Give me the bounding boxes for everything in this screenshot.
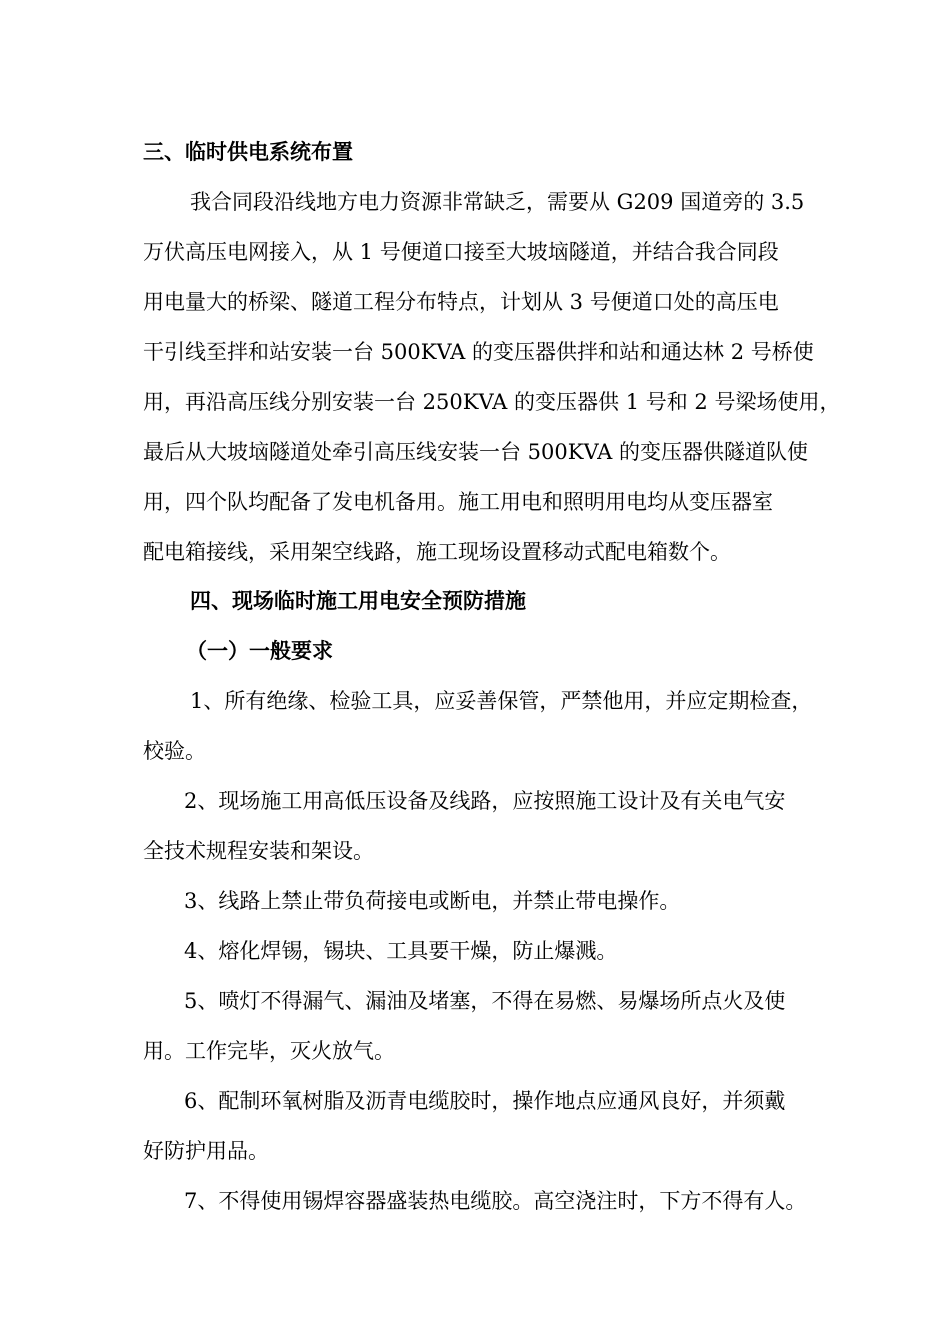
paragraph-line: 万伏高压电网接入，从 1 号便道口接至大坡垴隧道，并结合我合同段 [143,240,779,264]
list-item-5-line-2: 用。工作完毕，灭火放气。 [143,1039,395,1063]
section-heading-safety-measures: 四、现场临时施工用电安全预防措施 [190,588,526,613]
list-item-6-line-1: 6、配制环氧树脂及沥青电缆胶时，操作地点应通风良好，并须戴 [184,1089,786,1113]
paragraph-line: 最后从大坡垴隧道处牵引高压线安装一台 500KVA 的变压器供隧道队使 [143,440,809,464]
section-heading-power-layout: 三、临时供电系统布置 [143,139,353,164]
list-item-4: 4、熔化焊锡，锡块、工具要干燥，防止爆溅。 [184,939,618,963]
paragraph-line: 配电箱接线，采用架空线路，施工现场设置移动式配电箱数个。 [143,540,731,564]
paragraph-line: 用，四个队均配备了发电机备用。施工用电和照明用电均从变压器室 [143,490,773,514]
paragraph-line: 用电量大的桥梁、隧道工程分布特点，计划从 3 号便道口处的高压电 [143,290,779,314]
list-item-5-line-1: 5、喷灯不得漏气、漏油及堵塞，不得在易燃、易爆场所点火及使 [184,989,786,1013]
list-item-2-line-2: 全技术规程安装和架设。 [143,839,374,863]
list-item-1-line-1: 1、所有绝缘、检验工具，应妥善保管，严禁他用，并应定期检查， [190,689,813,713]
subsection-heading-general-requirements: （一）一般要求 [186,638,333,663]
paragraph-line: 干引线至拌和站安装一台 500KVA 的变压器供拌和站和通达林 2 号桥使 [143,340,814,364]
paragraph-line: 用，再沿高压线分别安装一台 250KVA 的变压器供 1 号和 2 号梁场使用， [143,390,841,414]
list-item-2-line-1: 2、现场施工用高低压设备及线路，应按照施工设计及有关电气安 [184,789,786,813]
paragraph-line: 我合同段沿线地方电力资源非常缺乏，需要从 G209 国道旁的 3.5 [190,190,805,214]
list-item-6-line-2: 好防护用品。 [143,1139,269,1163]
list-item-1-line-2: 校验。 [143,739,206,763]
list-item-7: 7、不得使用锡焊容器盛装热电缆胶。高空浇注时，下方不得有人。 [184,1189,807,1213]
list-item-3: 3、线路上禁止带负荷接电或断电，并禁止带电操作。 [184,889,681,913]
